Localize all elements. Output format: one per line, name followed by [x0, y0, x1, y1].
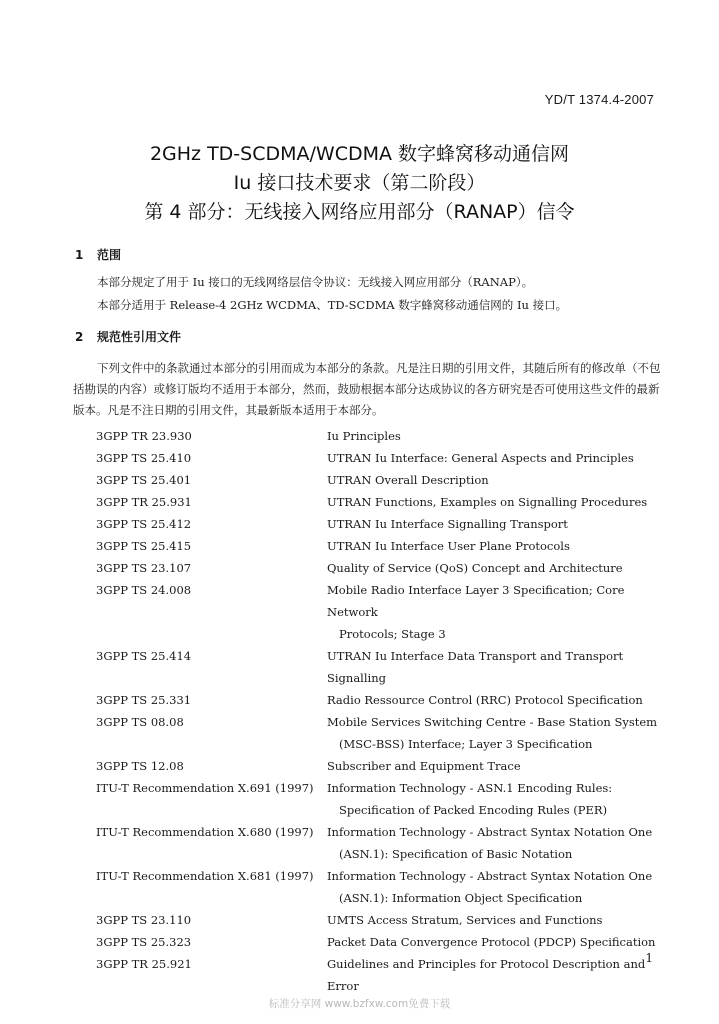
- reference-title-text: Guidelines and Principles for Protocol Description and Error: [327, 957, 646, 993]
- section-number: 2: [75, 330, 84, 344]
- reference-title-text: Radio Ressource Control (RRC) Protocol Specification: [327, 693, 643, 707]
- reference-row: [96, 645, 666, 689]
- section-title: 规范性引用文件: [97, 330, 182, 344]
- reference-row: [96, 689, 666, 711]
- reference-title-text: UTRAN Iu Interface Data Transport and Transport Signalling: [327, 649, 624, 685]
- reference-title: [327, 447, 666, 469]
- reference-row: [96, 447, 666, 469]
- reference-title: [327, 953, 666, 997]
- reference-row: [96, 469, 666, 491]
- reference-title-text: Mobile Services Switching Centre - Base Station System: [327, 715, 658, 729]
- section-title: 范围: [97, 248, 122, 262]
- reference-id: 3GPP TS 23.110: [96, 913, 192, 927]
- title-line-2: Iu 接口技术要求（第二阶段）: [233, 172, 486, 194]
- reference-row: [96, 865, 666, 909]
- reference-title-text: UMTS Access Stratum, Services and Functions: [327, 913, 603, 927]
- reference-title-text: Quality of Service (QoS) Concept and Architecture: [327, 561, 623, 575]
- reference-title: [327, 513, 666, 535]
- standard-code: YD/T 1374.4-2007: [544, 92, 654, 107]
- reference-title: [327, 645, 666, 689]
- reference-row: [96, 777, 666, 821]
- reference-title: [327, 777, 666, 821]
- reference-title: [327, 755, 666, 777]
- reference-title-continuation: (ASN.1): Information Object Specification: [339, 891, 583, 905]
- reference-row: [96, 953, 666, 997]
- reference-title: [327, 865, 666, 909]
- page-number: 1: [645, 951, 653, 965]
- reference-row: [96, 931, 666, 953]
- reference-id: 3GPP TS 25.331: [96, 693, 192, 707]
- reference-title: [327, 469, 666, 491]
- document-title: [0, 140, 719, 227]
- reference-id: 3GPP TS 12.08: [96, 759, 184, 773]
- reference-id: 3GPP TR 25.931: [96, 495, 192, 509]
- reference-title: [327, 711, 666, 755]
- reference-title-text: UTRAN Iu Interface User Plane Protocols: [327, 539, 570, 553]
- scope-paragraph-1: 本部分规定了用于 Iu 接口的无线网络层信令协议：无线接入网应用部分（RANAP）。: [97, 275, 534, 289]
- reference-id: 3GPP TS 23.107: [96, 561, 192, 575]
- title-line-3: 第 4 部分：无线接入网络应用部分（RANAP）信令: [144, 201, 575, 223]
- reference-title-text: UTRAN Overall Description: [327, 473, 489, 487]
- reference-row: [96, 821, 666, 865]
- reference-title-continuation: Specification of Packed Encoding Rules (PER): [339, 803, 608, 817]
- references-intro: 下列文件中的条款通过本部分的引用而成为本部分的条款。凡是注日期的引用文件，其随后所有的修改单（不包括勘误的内容）或修订版均不适用于本部分，然而，鼓励根据本部分达成协议的各方研究是否可使用这些文件的最新版本。凡是不注日期的引用文件，其最新版本适用于本部分。: [73, 361, 661, 417]
- reference-title-continuation: Protocols; Stage 3: [339, 627, 446, 641]
- reference-id: 3GPP TR 25.921: [96, 957, 192, 971]
- reference-row: [96, 909, 666, 931]
- reference-id: 3GPP TS 08.08: [96, 715, 184, 729]
- reference-title-text: Iu Principles: [327, 429, 401, 443]
- reference-id: 3GPP TS 25.412: [96, 517, 192, 531]
- reference-id: 3GPP TS 25.414: [96, 649, 192, 663]
- reference-title-continuation: (MSC-BSS) Interface; Layer 3 Specification: [339, 737, 593, 751]
- reference-title: [327, 579, 666, 645]
- reference-title: [327, 535, 666, 557]
- reference-title: [327, 821, 666, 865]
- section-2-heading: [75, 328, 181, 345]
- reference-row: [96, 755, 666, 777]
- reference-row: [96, 513, 666, 535]
- reference-title-text: Information Technology - ASN.1 Encoding Rules:: [327, 781, 613, 795]
- reference-row: [96, 579, 666, 645]
- reference-title-text: UTRAN Iu Interface Signalling Transport: [327, 517, 568, 531]
- reference-title: [327, 557, 666, 579]
- reference-title: [327, 931, 666, 953]
- reference-row: [96, 491, 666, 513]
- reference-title-continuation: (ASN.1): Specification of Basic Notation: [339, 847, 573, 861]
- watermark: 标准分享网 www.bzfxw.com免费下载: [268, 998, 451, 1010]
- section-1-heading: [75, 246, 121, 263]
- reference-id: 3GPP TS 25.323: [96, 935, 192, 949]
- reference-title-text: Information Technology - Abstract Syntax Notation One: [327, 869, 653, 883]
- reference-id: ITU-T Recommendation X.680 (1997): [96, 825, 314, 839]
- reference-id: 3GPP TS 24.008: [96, 583, 192, 597]
- reference-title-text: Packet Data Convergence Protocol (PDCP) Specification: [327, 935, 656, 949]
- reference-title-text: Mobile Radio Interface Layer 3 Specification; Core Network: [327, 583, 625, 619]
- reference-row: [96, 711, 666, 755]
- reference-list: [96, 425, 666, 997]
- reference-id: 3GPP TS 25.415: [96, 539, 192, 553]
- reference-id: ITU-T Recommendation X.691 (1997): [96, 781, 314, 795]
- reference-title: [327, 689, 666, 711]
- reference-title: [327, 491, 666, 513]
- section-number: 1: [75, 248, 84, 262]
- reference-row: [96, 535, 666, 557]
- reference-title: [327, 425, 666, 447]
- reference-row: [96, 557, 666, 579]
- reference-id: 3GPP TS 25.401: [96, 473, 192, 487]
- reference-id: 3GPP TS 25.410: [96, 451, 192, 465]
- reference-title-text: Subscriber and Equipment Trace: [327, 759, 521, 773]
- reference-id: ITU-T Recommendation X.681 (1997): [96, 869, 314, 883]
- reference-title-text: Information Technology - Abstract Syntax Notation One: [327, 825, 653, 839]
- scope-paragraph-2: 本部分适用于 Release-4 2GHz WCDMA、TD-SCDMA 数字蜂窝移动通信网的 Iu 接口。: [97, 298, 568, 312]
- reference-title: [327, 909, 666, 931]
- title-line-1: 2GHz TD-SCDMA/WCDMA 数字蜂窝移动通信网: [149, 143, 570, 165]
- reference-row: [96, 425, 666, 447]
- reference-title-text: UTRAN Iu Interface: General Aspects and Principles: [327, 451, 634, 465]
- reference-title-text: UTRAN Functions, Examples on Signalling Procedures: [327, 495, 648, 509]
- reference-id: 3GPP TR 23.930: [96, 429, 192, 443]
